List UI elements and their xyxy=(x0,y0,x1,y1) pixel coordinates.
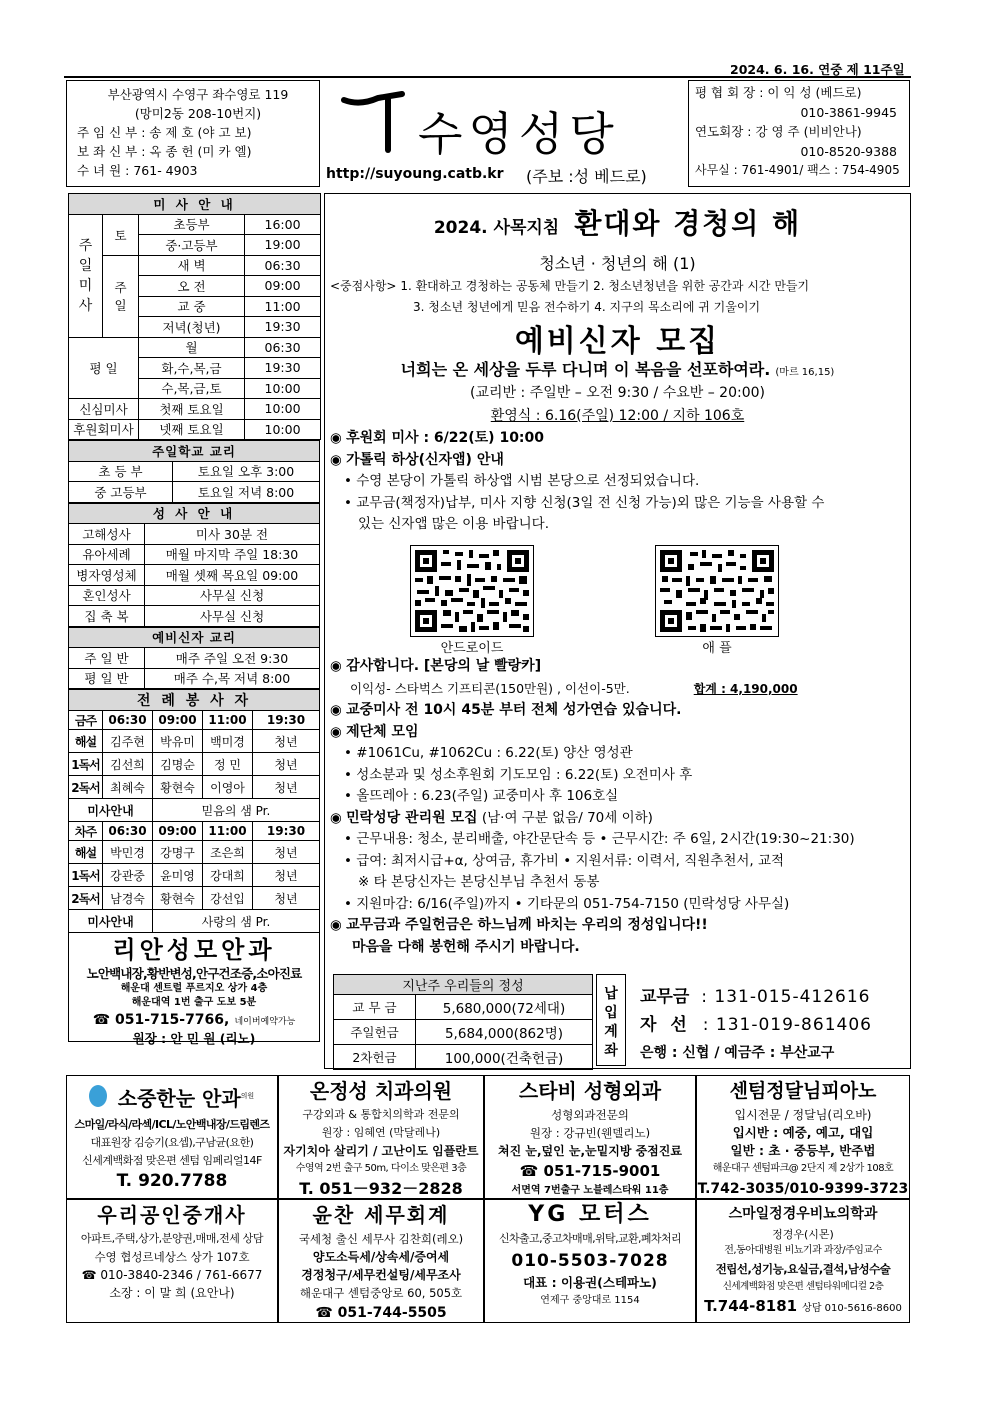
sunday-mass-label: 주일미사 xyxy=(69,214,103,337)
ad-phone: T. 920.7788 xyxy=(116,1171,228,1191)
mass-name: 저녁(청년) xyxy=(139,317,245,338)
focus-line: 3. 청소년 청년에게 믿음 전수하기 4. 지구의 목소리에 귀 기울이기 xyxy=(413,300,761,314)
yeondo-president: 연도회장 : 강 영 주 (비비안나) xyxy=(695,124,862,139)
sacrament-table xyxy=(68,503,320,627)
job-detail: 근무내용: 청소, 분리배출, 야간문단속 등 • 근무시간: 주 6일, 2시간(19:30~21:30) xyxy=(356,831,855,847)
eye-clinic-name: 리안성모안과 xyxy=(112,936,276,964)
liturgy-servers-table xyxy=(68,689,320,933)
class-name: 평 일 반 xyxy=(69,668,145,689)
mass-name: 교 중 xyxy=(139,296,245,317)
focus-label: <중점사항> xyxy=(330,279,397,293)
server-name: 강명구 xyxy=(153,841,203,864)
notice-job-posting: 민락성당 관리원 모집 xyxy=(346,809,478,826)
address-detail: (망미2동 208-10번지) xyxy=(134,106,262,121)
server-name: 이영아 xyxy=(203,776,253,799)
ad-title: YG 모터스 xyxy=(528,1202,652,1227)
council-president: 평 협 회 장 : 이 익 성 (베드로) xyxy=(695,85,862,100)
server-name: 강관중 xyxy=(103,864,153,887)
weekday-label: 평 일 xyxy=(69,337,139,399)
server-name: 황현숙 xyxy=(153,887,203,910)
weekday-days: 수,목,금,토 xyxy=(139,378,245,399)
eye-clinic-phone: ☎ 051-715-7766, xyxy=(92,1012,230,1028)
ad-line: 성형외과전문의 xyxy=(551,1108,629,1122)
notice-app-line: 있는 신자앱 많은 이용 바랍니다. xyxy=(358,516,549,532)
special-mass-time: 10:00 xyxy=(245,399,321,420)
eye-clinic-ad xyxy=(68,933,320,1046)
sacrament-name: 병자영성체 xyxy=(69,565,145,586)
qr-android-label: 안드로이드 xyxy=(440,641,504,656)
ad-phone: T.744-8181 xyxy=(704,1297,798,1315)
website-url[interactable]: http://suyoung.catb.kr xyxy=(326,166,504,182)
ad-phone: T. 051－932－2828 xyxy=(299,1179,463,1198)
bullet-icon: ◉ xyxy=(330,917,347,933)
office-contact: 사무실 : 761-4901/ 팩스 : 754-4905 xyxy=(695,163,900,177)
server-name: 청년 xyxy=(253,864,320,887)
issue-date: 2024. 6. 16. 연중 제 11주일 xyxy=(730,62,905,77)
ad-line: 경정청구/세무컨설팅/세무조사 xyxy=(301,1268,461,1282)
server-name: 청년 xyxy=(253,841,320,864)
sacrament-name: 혼인성사 xyxy=(69,585,145,606)
server-name: 청년 xyxy=(253,887,320,910)
ad-motors xyxy=(484,1199,696,1323)
ad-line: 입시전문 / 정달님(리오바) xyxy=(734,1108,872,1122)
role-label: 2독서 xyxy=(69,887,103,910)
server-name: 청년 xyxy=(253,753,320,776)
parish-logo xyxy=(330,84,680,162)
ad-line: 신차출고,중고차매매,위탁,교환,폐차처리 xyxy=(498,1232,682,1245)
scripture-verse xyxy=(324,357,911,380)
notice-choir-practice: 교중미사 전 10시 45분 부터 전체 성가연습 있습니다. xyxy=(346,702,682,718)
job-detail: 급여: 최저시급+α, 상여금, 휴가비 • 지원서류: 이력서, 직원추천서, 교적 xyxy=(356,852,785,869)
ad-line: 원장 : 임혜연 (막달레나) xyxy=(321,1126,441,1139)
verse-text: 너희는 온 세상을 두루 다니며 이 복음을 선포하여라. xyxy=(400,360,771,379)
weekday-days: 월 xyxy=(139,337,245,358)
server-name: 청년 xyxy=(253,776,320,799)
ad-phone: 010-5503-7028 xyxy=(511,1251,669,1271)
sacrament-info: 매월 마지막 주일 18:30 xyxy=(145,544,320,565)
ad-eye-clinic xyxy=(66,1075,278,1199)
school-time: 토요일 오후 3:00 xyxy=(173,461,320,482)
mass-name: 새 벽 xyxy=(139,255,245,276)
drop-icon xyxy=(89,1085,107,1107)
school-grade: 중 고등부 xyxy=(69,482,173,503)
server-name: 최혜숙 xyxy=(103,776,153,799)
mass-time: 16:00 xyxy=(245,214,321,235)
server-name: 조은희 xyxy=(203,841,253,864)
offering-summary xyxy=(333,974,593,1070)
catechumen-title: 예비신자 교리 xyxy=(69,627,320,648)
time-header: 09:00 xyxy=(153,822,203,841)
mass-time: 06:30 xyxy=(245,255,321,276)
offering-type: 2차헌금 xyxy=(334,1045,416,1070)
servers-title: 전 례 봉 사 자 xyxy=(69,690,320,711)
ad-phone: T.742-3035/010-9399-3723 xyxy=(697,1181,909,1197)
ad-title: 센텀정달님피아노 xyxy=(729,1080,877,1102)
special-mass-name: 신심미사 xyxy=(69,399,139,420)
offering-type: 교 무 금 xyxy=(334,995,416,1020)
meeting-item: 성소분과 및 성소후원회 기도모임 : 6.22(토) 오전미사 후 xyxy=(356,766,693,783)
mass-schedule-table xyxy=(68,193,321,440)
ad-title: 소중한눈 안과 xyxy=(117,1086,241,1111)
ad-dental-clinic xyxy=(278,1075,484,1199)
ad-line: 일반 : 초 · 중등부, 반주법 xyxy=(730,1143,876,1158)
special-mass-time: 10:00 xyxy=(245,419,321,440)
sunday-school-table xyxy=(68,440,320,503)
time-header: 19:30 xyxy=(253,711,320,730)
class-time: 매주 주일 오전 9:30 xyxy=(145,648,320,669)
role-label: 해설 xyxy=(69,841,103,864)
mass-name: 중·고등부 xyxy=(139,235,245,256)
ad-plastic-surgery xyxy=(484,1075,696,1199)
ad-line: 국세청 출신 세무사 김찬희(레오) xyxy=(298,1232,464,1246)
eye-clinic-booking: 네이버예약가능 xyxy=(234,1017,296,1027)
catechumen-table xyxy=(68,627,320,690)
notice-app-line: 교무금(책정자)납부, 미사 지향 신청(3일 전 신청 가능)외 많은 기능을 사용할 수 xyxy=(356,494,825,511)
ad-line: 전립선,성기능,요실금,결석,남성수술 xyxy=(715,1262,891,1276)
ad-line: ☎ 010-3840-2346 / 761-6677 xyxy=(81,1268,263,1282)
bank-info: 은행 : 신협 / 예금주 : 부산교구 xyxy=(640,1045,835,1061)
class-times: (교리반 : 주일반 – 오전 9:30 / 수요반 – 20:00) xyxy=(470,385,765,401)
ad-line: 연제구 중앙대로 1154 xyxy=(540,1295,640,1306)
school-grade: 초 등 부 xyxy=(69,461,173,482)
job-condition: (남·여 구분 없음/ 70세 이하) xyxy=(481,809,653,826)
class-name: 주 일 반 xyxy=(69,648,145,669)
ad-title: 윤찬 세무회계 xyxy=(312,1203,450,1227)
mass-guide-group: 믿음의 샘 Pr. xyxy=(153,799,320,822)
thanks-donors: 이익성- 스타벅스 기프티콘(150만원) , 이선이-5만. xyxy=(350,680,630,696)
notice-app-line: 수영 본당이 가톨릭 하상앱 시범 본당으로 선정되었습니다. xyxy=(356,473,700,489)
notice-group-meetings: 제단체 모임 xyxy=(346,723,419,740)
sacrament-name: 고해성사 xyxy=(69,524,145,545)
job-detail: 지원마감: 6/16(주일)까지 • 기타문의 051-754-7150 (민락성당 사무실) xyxy=(356,895,790,912)
ad-line: 신세계백화점 맞은편 센텀 임페리얼14F xyxy=(82,1154,262,1167)
time-header: 11:00 xyxy=(203,822,253,841)
notices: ◉ 후원회 미사 : 6/22(토) 10:00 ◉ 가톨릭 하상(신자앱) 안내 • 수영 본당이 가톨릭 하상앱 시범 본당으로 선정되었습니다. • 교무금(책정자)납부, 미사 지향 신청(3일 전 신청 가능)외 많은 기능을 사용할 수 있는 신자앱 많은 이용 바랍니다. xyxy=(330,428,908,536)
ad-line: 수영 협성르네상스 상가 107호 xyxy=(94,1250,250,1264)
time-header: 09:00 xyxy=(153,711,203,730)
ad-line: 해운대구 센텀중앙로 60, 505호 xyxy=(299,1286,463,1300)
meeting-item: 올뜨레아 : 6.23(주일) 교중미사 후 106호실 xyxy=(356,788,619,804)
bank-accounts xyxy=(640,983,872,1067)
ad-line: 정경우(시몬) xyxy=(772,1228,834,1241)
server-name: 강대희 xyxy=(203,864,253,887)
ad-line: 스마일/라식/라섹/ICL/노안백내장/드림렌즈 xyxy=(74,1118,270,1131)
account-label: 교무금 xyxy=(640,987,690,1007)
sacrament-info: 사무실 신청 xyxy=(145,585,320,606)
mass-title: 미 사 안 내 xyxy=(69,194,321,215)
council-phone: 010-3861-9945 xyxy=(800,104,897,120)
payment-account-label: 납입계좌 xyxy=(596,974,626,1066)
parish-info xyxy=(66,80,320,187)
patron-saint: (주보 :성 베드로) xyxy=(526,167,647,186)
server-name: 백미경 xyxy=(203,730,253,753)
role-label: 1독서 xyxy=(69,864,103,887)
role-label: 2독서 xyxy=(69,776,103,799)
ad-phone-consult: 상담 010-5616-8600 xyxy=(802,1303,902,1314)
ad-line: 소장 : 이 말 희 (요안나) xyxy=(109,1286,235,1300)
server-name: 남경숙 xyxy=(103,887,153,910)
notice-offering: 교무금과 주일헌금은 하느님께 바치는 우리의 정성입니다!! xyxy=(346,917,708,933)
week-label: 금주 xyxy=(69,711,103,730)
role-label: 1독서 xyxy=(69,753,103,776)
guideline-title: 환대와 경청의 해 xyxy=(574,207,802,240)
meeting-item: #1061Cu, #1062Cu : 6.22(토) 양산 영성관 xyxy=(356,745,633,761)
mass-name: 초등부 xyxy=(139,214,245,235)
ad-line: 신세계백화점 맞은편 센텀타워메디컬 2층 xyxy=(722,1281,884,1292)
time-header: 06:30 xyxy=(103,822,153,841)
school-title: 주일학교 교리 xyxy=(69,441,320,462)
ad-title: 온정성 치과의원 xyxy=(309,1079,453,1103)
ad-line: 쳐진 눈,덮인 눈,눈밑지방 중점진료 xyxy=(498,1144,682,1158)
sacrament-name: 집 축 복 xyxy=(69,606,145,627)
sacrament-info: 미사 30분 전 xyxy=(145,524,320,545)
eye-clinic-services: 노안백내장,황반변성,안구건조증,소아진료 xyxy=(86,966,302,981)
account-number[interactable]: : 131-019-861406 xyxy=(702,1015,872,1035)
sacrament-info: 매월 셋째 목요일 09:00 xyxy=(145,565,320,586)
offering-amount: 5,680,000(72세대) xyxy=(416,995,593,1020)
sunday-label: 주일 xyxy=(103,255,139,337)
sacrament-name: 유아세례 xyxy=(69,544,145,565)
ad-line: 자기치아 살리기 / 고난이도 임플란트 xyxy=(283,1144,479,1158)
weekday-time: 19:30 xyxy=(245,358,321,379)
ad-line: 서면역 7번출구 노블레스타워 11층 xyxy=(511,1185,669,1196)
ad-phone: ☎ 051-744-5505 xyxy=(315,1305,447,1321)
mass-time: 11:00 xyxy=(245,296,321,317)
bullet-icon: ◉ xyxy=(330,809,347,826)
special-mass-day: 넷째 토요일 xyxy=(139,419,245,440)
notice-offering-line: 마음을 다해 봉헌해 주시기 바랍니다. xyxy=(352,938,580,955)
time-header: 11:00 xyxy=(203,711,253,730)
thanks-total: 합계 : 4,190,000 xyxy=(693,681,798,696)
offering-amount: 100,000(건축헌금) xyxy=(416,1045,593,1070)
ad-piano xyxy=(696,1075,910,1199)
ad-title-suffix: 의원 xyxy=(240,1092,255,1100)
server-name: 정 민 xyxy=(203,753,253,776)
qr-android-icon[interactable] xyxy=(410,545,534,637)
ad-line: 대표원장 김승기(요셉),구남균(요한) xyxy=(90,1136,254,1149)
ad-title: 우리공인중개사 xyxy=(97,1203,247,1227)
ad-tax-accounting xyxy=(278,1199,484,1323)
account-label: 자 선 xyxy=(640,1015,691,1035)
mass-guide-label: 미사안내 xyxy=(69,910,153,933)
catechumen-recruit-title: 예비신자 모집 xyxy=(514,324,721,359)
class-time: 매주 수,목 저녁 8:00 xyxy=(145,668,320,689)
qr-apple-label: 애 플 xyxy=(702,641,732,656)
server-name: 박민경 xyxy=(103,841,153,864)
server-name: 김주현 xyxy=(103,730,153,753)
role-label: 해설 xyxy=(69,730,103,753)
ad-phone: ☎ 051-715-9001 xyxy=(519,1162,661,1180)
mass-time: 19:00 xyxy=(245,235,321,256)
bullet-icon: ◉ xyxy=(330,451,347,468)
ad-line: 아파트,주택,상가,분양권,매매,전세 상담 xyxy=(80,1232,264,1245)
bullet-icon: ◉ xyxy=(330,723,347,740)
offering-table xyxy=(333,974,593,1070)
saturday-label: 토 xyxy=(103,214,139,255)
ad-line: 대표 : 이용권(스테파노) xyxy=(523,1275,657,1290)
logo-text: 수영성당 xyxy=(418,107,620,161)
mass-time: 19:30 xyxy=(245,317,321,338)
notices-lower: ◉ 감사합니다. [본당의 날 빨랑카] 이익성- 스타벅스 기프티콘(150만원) , 이선이-5만. 합계 : 4,190,000 ◉ 교중미사 전 10시 45분 부터 전체 성가연습 있습니다. ◉ 제단체 모임 • #1061Cu, #1062Cu : 6.22(토) 양산 영성관 • 성소분과 및 성소후원회 기도모임 : 6.22(토) 오전미사 후 • 올뜨레아 : 6.23(주일) 교중미사 후 106호실 ◉ 민락성당 관리원 모집 (남·여 구분 없음/ 70세 이하) • 근무내용: 청소, 분리배출, 야간문단속 등 • 근무시간: 주 6일, 2시간(19:30~21:30) • 급여: 최저시급+α, 상여금, 휴가비 • 지원서류: 이력서, 직원추천서, 교적 ※ 타 본당신자는 본당신부님 추천서 동봉 • 지원마감: 6/16(주일)까지 • 기타문의 051-754-7150 (민락성당 사무실) ◉ 교무금과 주일헌금은 하느님께 바치는 우리의 정성입니다!! 마음을 다해 봉헌해 주시기 바랍니다. xyxy=(330,656,908,958)
council-info xyxy=(688,80,910,187)
server-name: 김명순 xyxy=(153,753,203,776)
special-mass-name: 후원회미사 xyxy=(69,419,139,440)
mass-guide-group: 사랑의 샘 Pr. xyxy=(153,910,320,933)
verse-reference: (마르 16,15) xyxy=(775,367,835,378)
address-line: 부산광역시 수영구 좌수영로 119 xyxy=(107,87,289,102)
assistant-line: 보 좌 신 부 : 옥 종 헌 (미 카 엘) xyxy=(77,144,252,159)
ad-line: 원장 : 강규빈(웬델리노) xyxy=(529,1126,651,1140)
server-name: 윤미영 xyxy=(153,864,203,887)
weekday-days: 화,수,목,금 xyxy=(139,358,245,379)
mass-time: 09:00 xyxy=(245,276,321,297)
focus-line: 1. 환대하고 경청하는 공동체 만들기 2. 청소년청년을 위한 공간과 시간 만들기 xyxy=(400,279,810,293)
special-mass-day: 첫째 토요일 xyxy=(139,399,245,420)
server-name: 강선입 xyxy=(203,887,253,910)
job-detail: ※ 타 본당신자는 본당신부님 추천서 동봉 xyxy=(358,874,600,890)
qr-apple-icon[interactable] xyxy=(655,545,779,637)
server-name: 박유미 xyxy=(153,730,203,753)
notice-app: 가톨릭 하상(신자앱) 안내 xyxy=(346,451,504,468)
bullet-icon: ◉ xyxy=(330,430,347,446)
week-label: 차주 xyxy=(69,822,103,841)
top-rule xyxy=(64,76,911,78)
guideline-year: 2024. 사목지침 xyxy=(433,218,560,238)
yeondo-phone: 010-8520-9388 xyxy=(800,143,897,159)
offering-amount: 5,684,000(862명) xyxy=(416,1020,593,1045)
eye-clinic-directions: 해운대역 1번 출구 도보 5분 xyxy=(131,997,257,1008)
time-header: 19:30 xyxy=(253,822,320,841)
weekday-time: 06:30 xyxy=(245,337,321,358)
left-column xyxy=(68,193,320,1046)
ad-line: 구강외과 & 통합치의학과 전문의 xyxy=(302,1108,460,1121)
pastoral-guideline xyxy=(324,202,911,242)
ad-line: 해운대구 센텀파크@ 2단지 제 2상가 108호 xyxy=(712,1163,894,1174)
bullet-icon: ◉ xyxy=(330,658,347,674)
welcome-ceremony: 환영식 : 6.16(주일) 12:00 / 지하 106호 xyxy=(490,408,745,424)
notice-supporters-mass: 후원회 미사 : 6/22(토) 10:00 xyxy=(346,430,545,446)
offering-title: 지난주 우리들의 정성 xyxy=(334,975,593,995)
mass-guide-label: 미사안내 xyxy=(69,799,153,822)
sacrament-info: 사무실 신청 xyxy=(145,606,320,627)
server-name: 청년 xyxy=(253,730,320,753)
eye-clinic-director: 원장 : 안 민 원 (리노) xyxy=(132,1031,256,1046)
ad-line: 전,동아대병원 비뇨기과 과장/주임교수 xyxy=(724,1245,882,1256)
focus-points xyxy=(330,276,809,318)
ad-line: 입시반 : 예중, 예고, 대입 xyxy=(732,1125,874,1140)
notice-thanks: 감사합니다. [본당의 날 빨랑카] xyxy=(346,658,542,674)
server-name: 황현숙 xyxy=(153,776,203,799)
ad-title: 스마일정경우비뇨의학과 xyxy=(728,1206,878,1222)
pastor-line: 주 임 신 부 : 송 제 호 (야 고 보) xyxy=(77,125,252,140)
ad-title: 스타비 성형외과 xyxy=(518,1079,662,1103)
convent-line: 수 녀 원 : 761- 4903 xyxy=(77,163,198,178)
time-header: 06:30 xyxy=(103,711,153,730)
ad-line: 수영역 2번 출구 50m, 다이소 맞은편 3층 xyxy=(295,1163,467,1174)
ad-realestate xyxy=(66,1199,278,1323)
ad-urology xyxy=(696,1199,910,1323)
mass-name: 오 전 xyxy=(139,276,245,297)
ad-line: 양도소득세/상속세/증여세 xyxy=(312,1250,450,1264)
weekday-time: 10:00 xyxy=(245,378,321,399)
offering-type: 주일헌금 xyxy=(334,1020,416,1045)
account-number[interactable]: : 131-015-412616 xyxy=(701,987,871,1007)
bullet-icon: ◉ xyxy=(330,702,347,718)
guideline-subtitle: 청소년 · 청년의 해 (1) xyxy=(539,254,696,273)
sacrament-title: 성 사 안 내 xyxy=(69,503,320,524)
server-name: 김선희 xyxy=(103,753,153,776)
eye-clinic-address: 해운대 센트럴 푸르지오 상가 4층 xyxy=(120,983,268,994)
school-time: 토요일 저녁 8:00 xyxy=(173,482,320,503)
